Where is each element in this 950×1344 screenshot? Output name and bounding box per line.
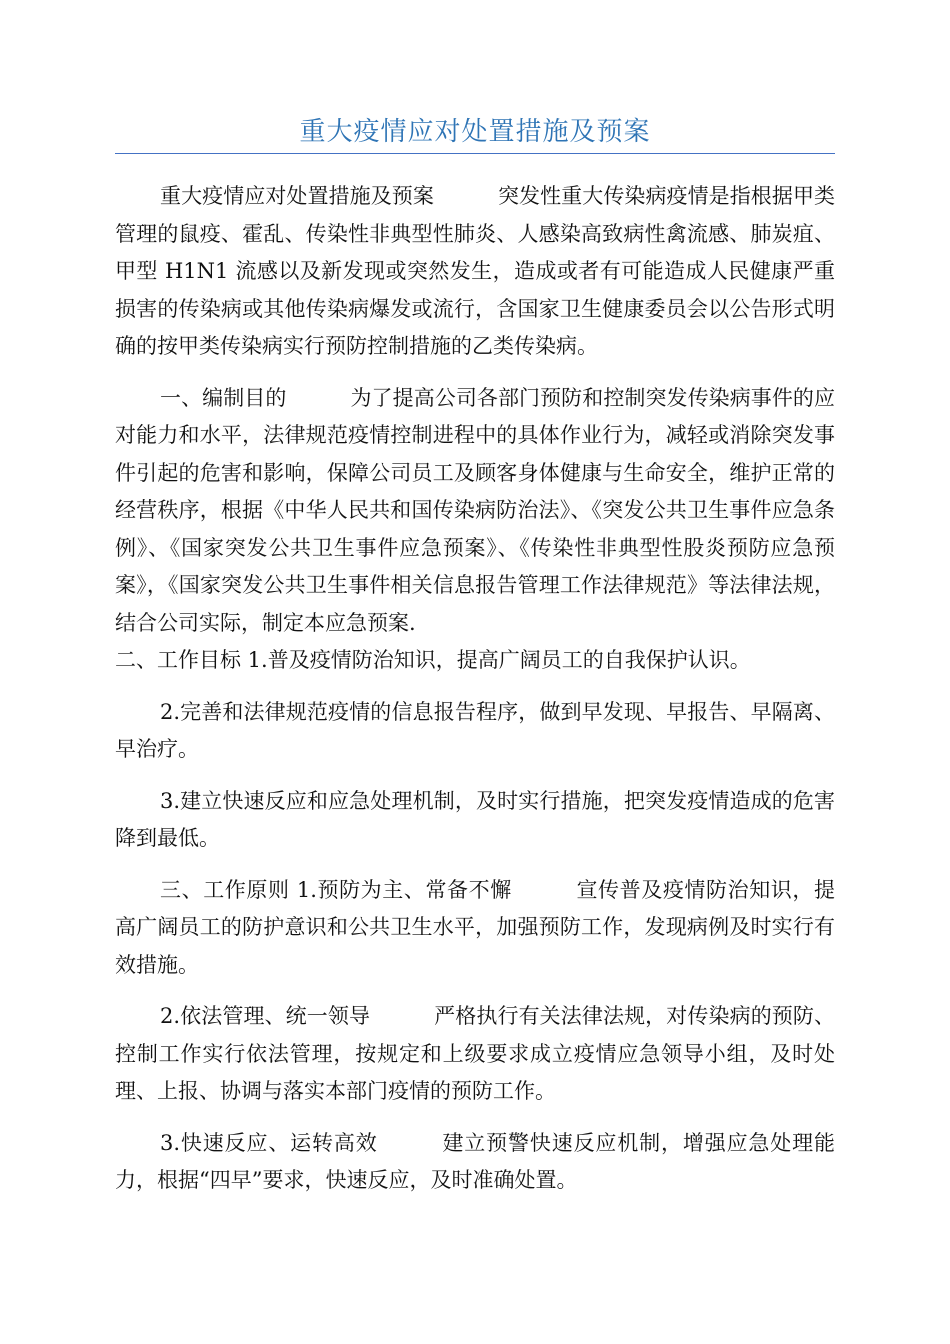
paragraph-goal-3 — [115, 783, 835, 858]
paragraph-lead: 重大疫情应对处置措施及预案 — [160, 184, 434, 208]
document-title: 重大疫情应对处置措施及预案 — [299, 117, 651, 147]
paragraph-text: 宣传普及疫情防治知识，提高广阔员工的防护意识和公共卫生水平，加强预防工作，发现病例及时实行有效措施。 — [115, 877, 835, 977]
paragraph-text: 3.建立快速反应和应急处理机制，及时实行措施，把突发疫情造成的危害降到最低。 — [115, 788, 835, 850]
paragraph-lead: 3.快速反应、运转高效 — [160, 1130, 378, 1155]
paragraph-text: 严格执行有关法律法规，对传染病的预防、控制工作实行依法管理，按规定和上级要求成立疫情应急领导小组，及时处理、上报、协调与落实本部门疫情的预防工作。 — [115, 1004, 835, 1103]
paragraph-text: 2.完善和法律规范疫情的信息报告程序，做到早发现、早报告、早隔离、早治疗。 — [115, 699, 835, 761]
paragraph-principle-1 — [115, 872, 835, 985]
title-underline — [115, 153, 835, 154]
paragraph-purpose — [115, 380, 835, 643]
paragraph-lead: 一、编制目的 — [160, 385, 287, 410]
paragraph-text: 突发性重大传染病疫情是指根据甲类管理的鼠疫、霍乱、传染性非典型性肺炎、人感染高致病性禽流感、肺炭疽、甲型 H1N1 流感以及新发现或突然发生，造成或者有可能造成人民健康严重损害的传染病或其他传染病爆发或流行，含国家卫生健康委员会以公告形式明确的按甲类传染病实行预防控制措施的乙类传染病。 — [115, 184, 836, 358]
paragraph-text: 为了提高公司各部门预防和控制突发传染病事件的应对能力和水平，法律规范疫情控制进程中的具体作业行为，减轻或消除突发事件引起的危害和影响，保障公司员工及顾客身体健康与生命安全，维护正常的经营秩序，根据《中华人民共和国传染病防治法》、《突发公共卫生事件应急条例》、《国家突发公共卫生事件应急预案》、《传染性非典型性股炎预防应急预案》，《国家突发公共卫生事件相关信息报告管理工作法律规范》等法律法规，结合公司实际，制定本应急预案. — [115, 385, 836, 635]
document-body — [115, 178, 835, 1200]
paragraph-principle-2 — [115, 998, 835, 1111]
paragraph-principle-3 — [115, 1125, 835, 1200]
paragraph-lead: 三、工作原则 1.预防为主、常备不懈 — [160, 877, 512, 902]
paragraph-goal-2 — [115, 694, 835, 769]
paragraph-goals-heading — [115, 642, 835, 680]
paragraph-lead: 2.依法管理、统一领导 — [160, 1004, 371, 1028]
paragraph-text: 二、工作目标 1.普及疫情防治知识，提高广阔员工的自我保护认识。 — [115, 648, 751, 672]
paragraph-text: 建立预警快速反应机制，增强应急处理能力，根据“四早”要求，快速反应，及时准确处置。 — [115, 1130, 835, 1192]
paragraph-intro — [115, 178, 835, 366]
